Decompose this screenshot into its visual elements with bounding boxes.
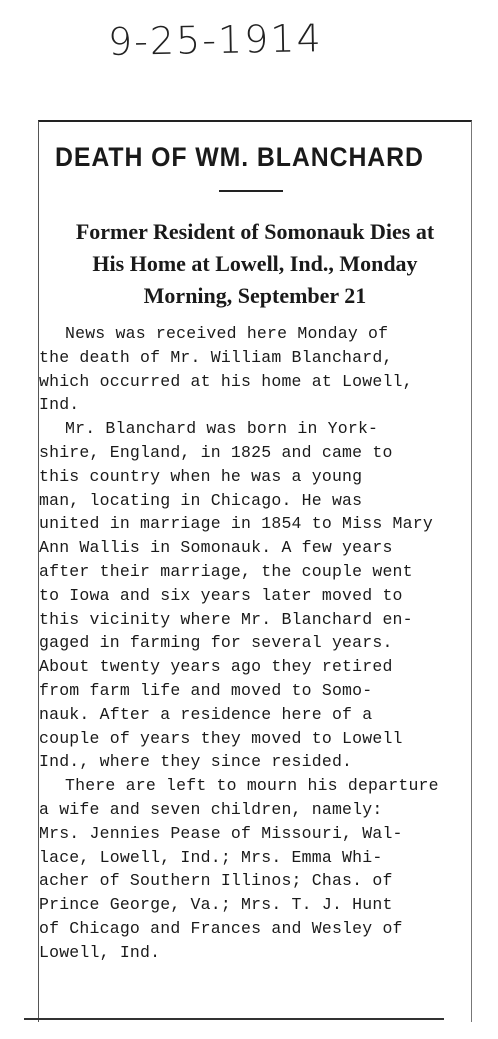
- article-line: About twenty years ago they retired: [39, 657, 393, 677]
- article-line: acher of Southern Illinos; Chas. of: [39, 871, 393, 891]
- article-line: News was received here Monday of: [65, 324, 389, 343]
- article-body: [39, 322, 449, 965]
- article-line: There are left to mourn his departure: [65, 776, 439, 796]
- article-line: a wife and seven children, namely:: [39, 799, 383, 819]
- newspaper-clipping: [38, 120, 472, 1022]
- article-line: the death of Mr. William Blanchard,: [39, 347, 393, 367]
- article-line: this vicinity where Mr. Blanchard en-: [39, 609, 413, 629]
- article-line: shire, England, in 1825 and came to: [39, 442, 393, 462]
- subhead-line: His Home at Lowell, Ind., Monday: [92, 251, 418, 276]
- article-line: this country when he was a young: [39, 466, 363, 486]
- article-line: Prince George, Va.; Mrs. T. J. Hunt: [39, 895, 393, 915]
- handwritten-date: 9-25-1914: [107, 16, 324, 64]
- article-line: to Iowa and six years later moved to: [39, 585, 403, 605]
- headline-divider: [219, 190, 283, 192]
- article-line: Ann Wallis in Somonauk. A few years: [39, 538, 393, 558]
- clipping-bottom-edge: [24, 1018, 444, 1020]
- article-line: man, locating in Chicago. He was: [39, 490, 363, 510]
- article-line: lace, Lowell, Ind.; Mrs. Emma Whi-: [39, 847, 383, 867]
- article-line: from farm life and moved to Somo-: [39, 680, 373, 700]
- article-line: of Chicago and Frances and Wesley of: [39, 918, 403, 938]
- article-line: after their marriage, the couple went: [39, 561, 413, 581]
- subhead-line: Former Resident of Somonauk Dies at: [75, 219, 435, 244]
- subheadline: [39, 216, 471, 312]
- article-line: Ind., where they since resided.: [39, 752, 353, 772]
- article-line: nauk. After a residence here of a: [39, 704, 373, 724]
- article-line: Mrs. Jennies Pease of Missouri, Wal-: [39, 823, 403, 843]
- subhead-line: Morning, September 21: [143, 283, 367, 308]
- article-line: gaged in farming for several years.: [39, 633, 393, 653]
- article-line: couple of years they moved to Lowell: [39, 728, 403, 748]
- article-line: Ind.: [39, 395, 80, 415]
- article-line: Mr. Blanchard was born in York-: [65, 419, 379, 439]
- article-line: united in marriage in 1854 to Miss Mary: [39, 514, 433, 534]
- article-line: which occurred at his home at Lowell,: [39, 371, 413, 391]
- article-line: Lowell, Ind.: [39, 942, 161, 962]
- headline: DEATH OF WM. BLANCHARD: [55, 142, 424, 172]
